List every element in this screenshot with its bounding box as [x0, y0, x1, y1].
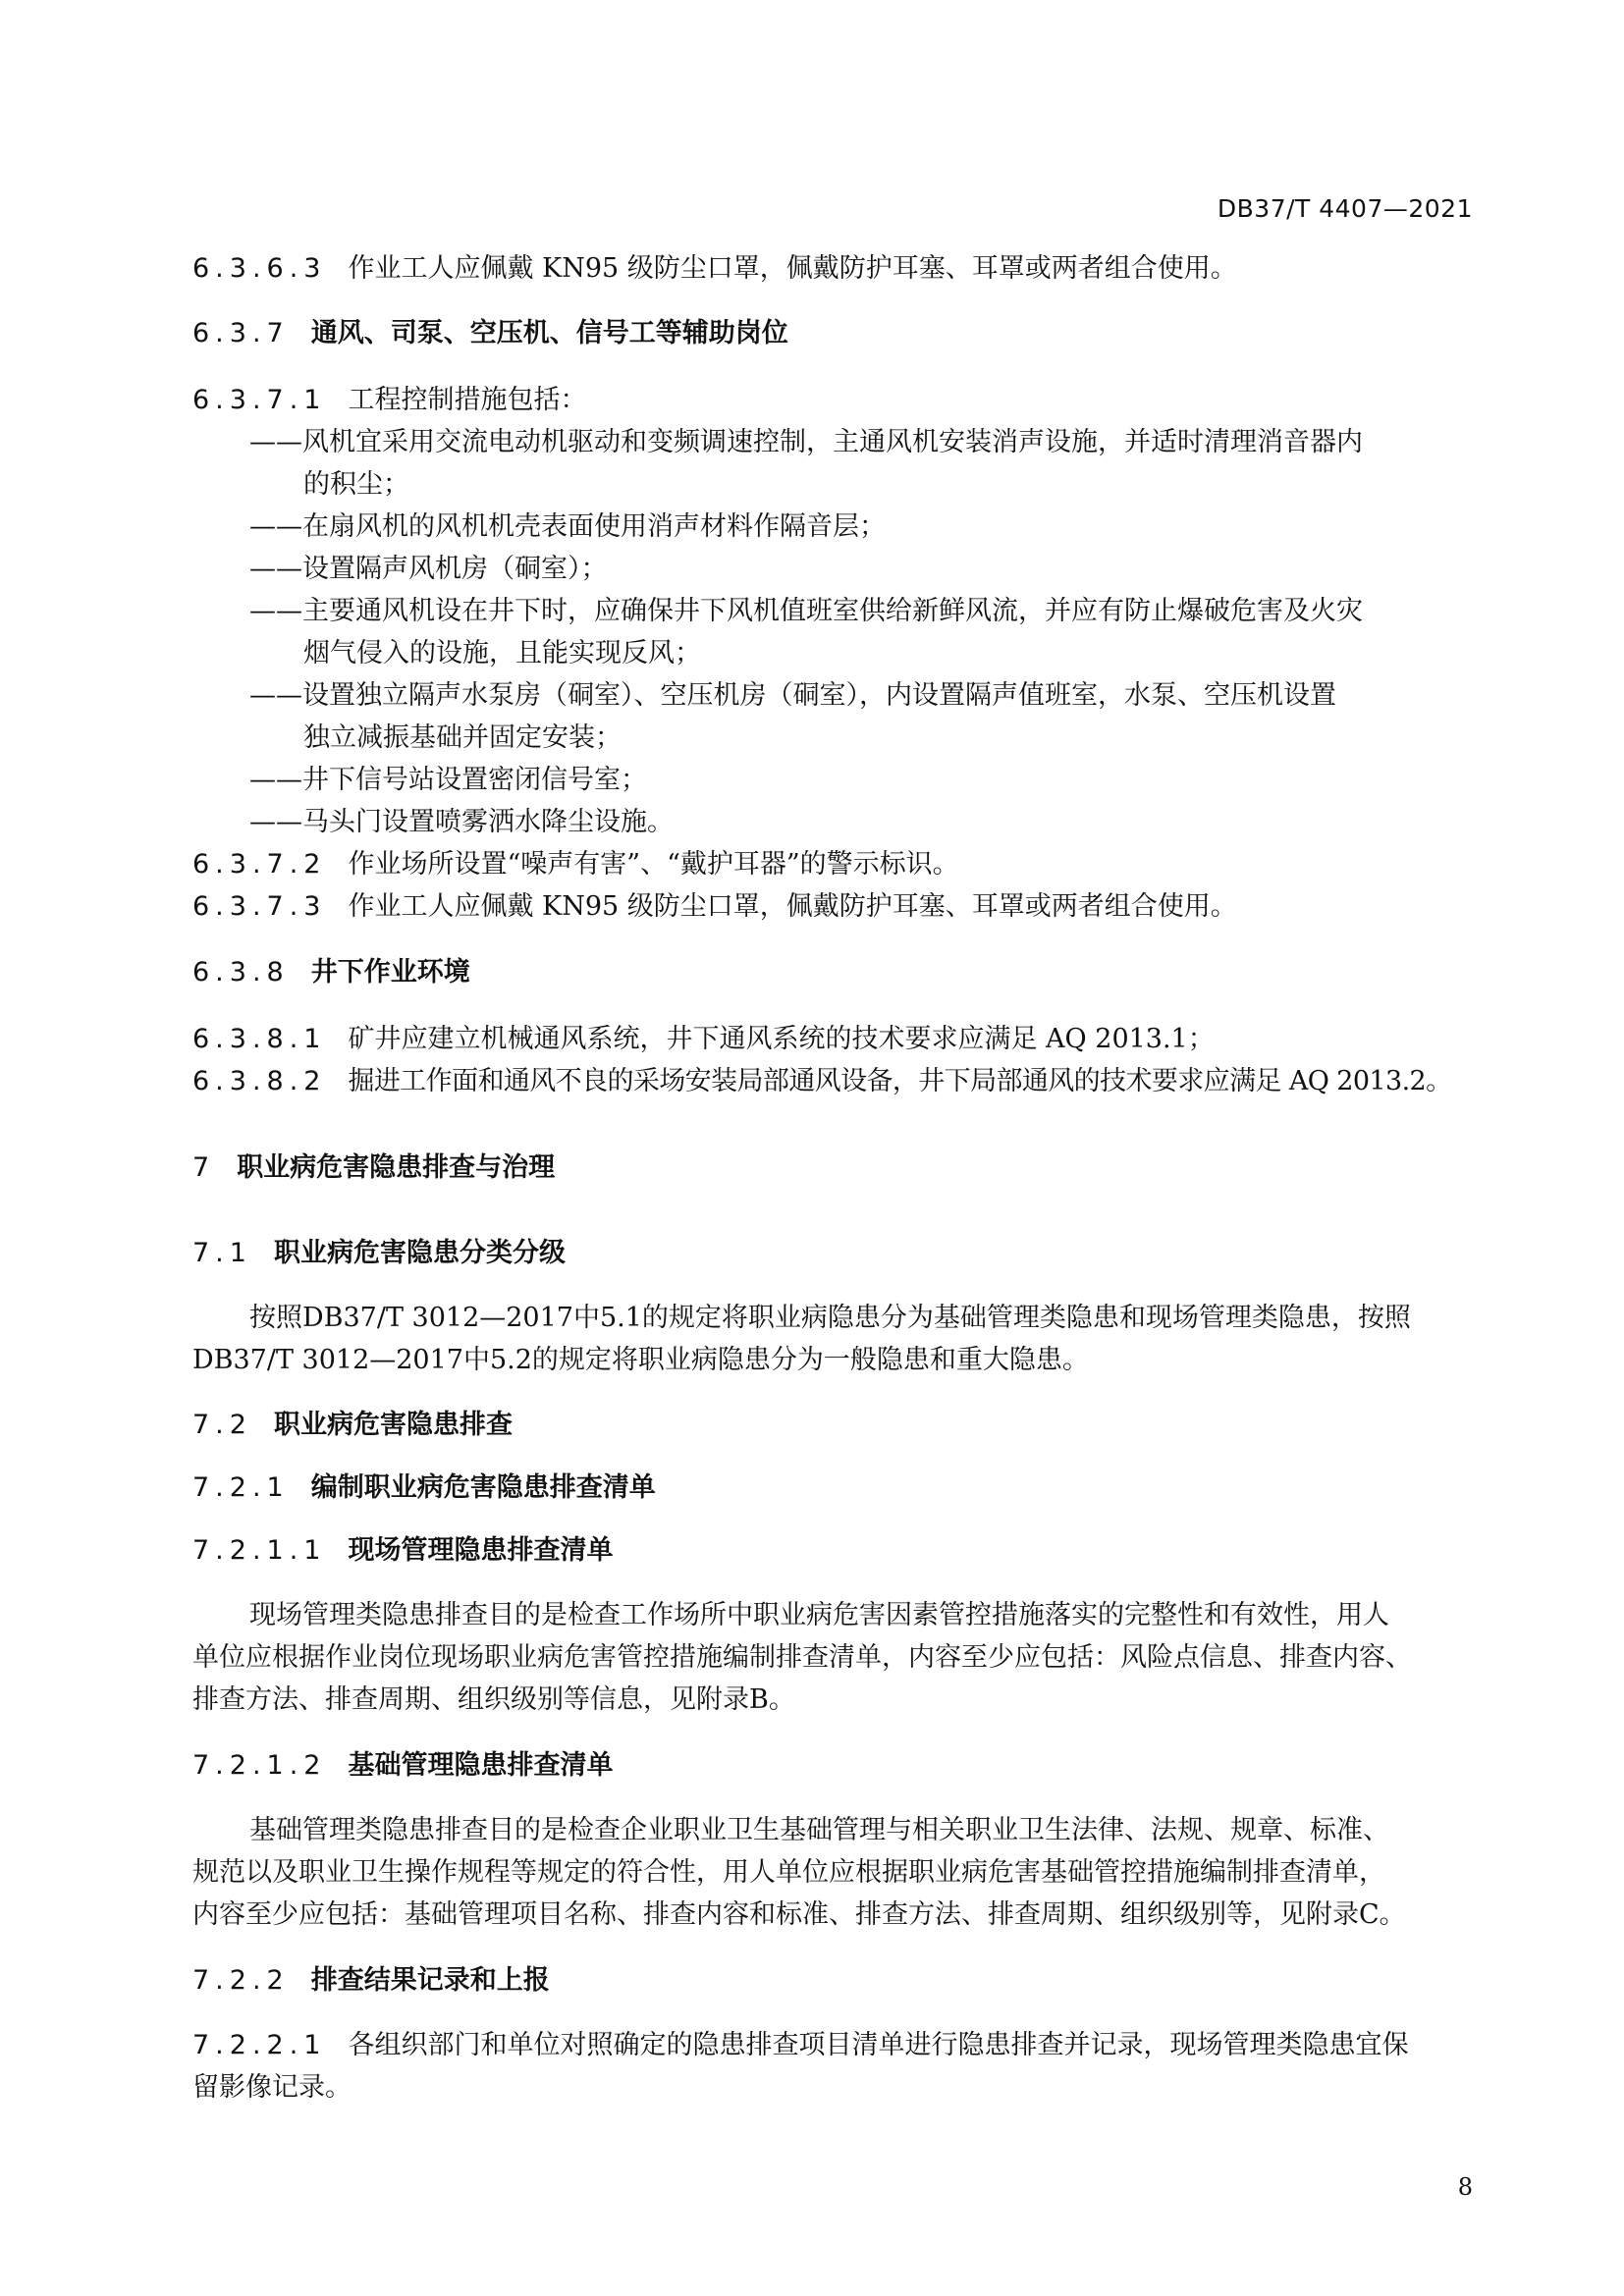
heading-7-2-1	[192, 1468, 656, 1508]
list-item: ——设置独立隔声水泵房（硐室）、空压机房（硐室），内设置隔声值班室，水泵、空压机设置	[249, 680, 1336, 711]
clause-6-3-6-3	[192, 249, 1237, 289]
clause-number: 7.2.2.1	[192, 2030, 327, 2060]
paragraph-line: 规范以及职业卫生操作规程等规定的符合性，用人单位应根据职业病危害基础管控措施编制排查清单，	[192, 1857, 1385, 1888]
heading-number: 7	[192, 1152, 216, 1183]
clause-number: 6.3.7.1	[192, 385, 327, 415]
paragraph-line: 基础管理类隐患排查目的是检查企业职业卫生基础管理与相关职业卫生法律、法规、规章、标准、	[249, 1815, 1389, 1845]
heading-6-3-8	[192, 953, 470, 992]
heading-7	[192, 1148, 555, 1188]
heading-7-2-2	[192, 1961, 550, 2001]
clause-6-3-8-2	[192, 1062, 1452, 1101]
heading-text: 编制职业病危害隐患排查清单	[310, 1472, 656, 1503]
clause-text: 作业工人应佩戴 KN95 级防尘口罩，佩戴防护耳塞、耳罩或两者组合使用。	[348, 891, 1237, 922]
clause-text: 矿井应建立机械通风系统，井下通风系统的技术要求应满足 AQ 2013.1；	[348, 1024, 1215, 1054]
document-code-header: DB37/T 4407—2021	[1217, 194, 1473, 223]
list-item: ——在扇风机的风机机壳表面使用消声材料作隔音层；	[249, 511, 886, 542]
paragraph-line: 单位应根据作业岗位现场职业病危害管控措施编制排查清单，内容至少应包括：风险点信息、排查内容、	[192, 1642, 1412, 1673]
clause-6-3-7-2	[192, 845, 959, 884]
heading-number: 7.1	[192, 1238, 252, 1268]
heading-7-2-1-1	[192, 1531, 613, 1571]
clause-text: 工程控制措施包括：	[348, 385, 587, 415]
clause-text: 掘进工作面和通风不良的采场安装局部通风设备，井下局部通风的技术要求应满足 AQ 2013.2。	[348, 1066, 1452, 1096]
clause-6-3-7-1	[192, 381, 586, 420]
heading-text: 排查结果记录和上报	[310, 1965, 550, 1996]
list-item: ——井下信号站设置密闭信号室；	[249, 765, 647, 795]
heading-text: 井下作业环境	[310, 957, 470, 988]
heading-text: 基础管理隐患排查清单	[348, 1750, 614, 1781]
paragraph-line: 内容至少应包括：基础管理项目名称、排查内容和标准、排查方法、排查周期、组织级别等，见附录C。	[192, 1899, 1406, 1930]
clause-number: 6.3.6.3	[192, 253, 327, 284]
paragraph-line: DB37/T 3012—2017中5.2的规定将职业病隐患分为一般隐患和重大隐患。	[192, 1345, 1089, 1375]
heading-7-2-1-2	[192, 1746, 613, 1786]
clause-text: 作业场所设置“噪声有害”、“戴护耳器”的警示标识。	[348, 849, 959, 880]
heading-text: 现场管理隐患排查清单	[348, 1535, 614, 1566]
heading-text: 职业病危害隐患排查	[273, 1410, 513, 1440]
paragraph-line: 留影像记录。	[192, 2072, 352, 2103]
clause-number: 6.3.7.2	[192, 849, 327, 880]
heading-number: 6.3.7	[192, 318, 290, 348]
clause-number: 6.3.7.3	[192, 891, 327, 922]
list-item-continuation: 独立减振基础并固定安装；	[303, 722, 622, 753]
heading-text: 通风、司泵、空压机、信号工等辅助岗位	[310, 318, 788, 348]
list-item: ——设置隔声风机房（硐室）；	[249, 554, 608, 584]
list-item: ——主要通风机设在井下时，应确保井下风机值班室供给新鲜风流，并应有防止爆破危害及火灾	[249, 596, 1363, 626]
list-item-continuation: 的积尘；	[303, 469, 409, 500]
paragraph-line: 按照DB37/T 3012—2017中5.1的规定将职业病隐患分为基础管理类隐患和现场管理类隐患，按照	[249, 1303, 1411, 1333]
clause-text: 各组织部门和单位对照确定的隐患排查项目清单进行隐患排查并记录，现场管理类隐患宜保	[348, 2030, 1409, 2060]
paragraph-line: 排查方法、排查周期、组织级别等信息，见附录B。	[192, 1684, 795, 1715]
list-item: ——马头门设置喷雾洒水降尘设施。	[249, 807, 674, 837]
list-item-continuation: 烟气侵入的设施，且能实现反风；	[303, 638, 701, 668]
clause-7-2-2-1	[192, 2026, 1408, 2065]
list-item: ——风机宜采用交流电动机驱动和变频调速控制，主通风机安装消声设施，并适时清理消音器内	[249, 427, 1363, 457]
heading-text: 职业病危害隐患分类分级	[273, 1238, 566, 1268]
clause-number: 6.3.8.2	[192, 1066, 327, 1096]
clause-6-3-8-1	[192, 1020, 1215, 1059]
heading-number: 7.2.1.2	[192, 1750, 327, 1781]
clause-6-3-7-3	[192, 887, 1237, 927]
heading-6-3-7	[192, 314, 788, 353]
heading-number: 7.2.1.1	[192, 1535, 327, 1566]
paragraph-line: 现场管理类隐患排查目的是检查工作场所中职业病危害因素管控措施落实的完整性和有效性，用人	[249, 1600, 1389, 1630]
heading-number: 7.2.2	[192, 1965, 290, 1996]
heading-7-1	[192, 1234, 566, 1273]
heading-number: 6.3.8	[192, 957, 290, 988]
heading-number: 7.2	[192, 1410, 252, 1440]
heading-7-2	[192, 1406, 513, 1445]
clause-number: 6.3.8.1	[192, 1024, 327, 1054]
page-number: 8	[1457, 2173, 1473, 2201]
heading-number: 7.2.1	[192, 1472, 290, 1503]
clause-text: 作业工人应佩戴 KN95 级防尘口罩，佩戴防护耳塞、耳罩或两者组合使用。	[348, 253, 1237, 284]
heading-text: 职业病危害隐患排查与治理	[237, 1152, 556, 1183]
